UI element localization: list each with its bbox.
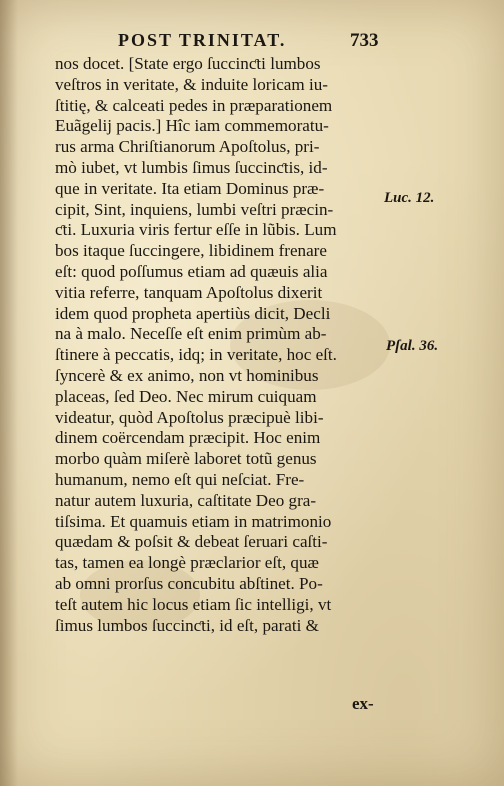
text-line: veſtros in veritate, & induite loricam iu-: [55, 74, 328, 94]
marginal-note-luke: Luc. 12.: [384, 190, 435, 206]
text-line: na à malo. Neceſſe eſt enim primùm ab-: [55, 324, 327, 344]
text-line: eſt: quod poſſumus etiam ad quæuis alia: [55, 261, 328, 281]
text-line: que in veritate. Ita etiam Dominus præ-: [55, 178, 325, 198]
text-line: ſimus lumbos ſuccinƈti, id eſt, parati &: [55, 615, 319, 635]
text-line: mò iubet, vt lumbis ſimus ſuccinƈtis, id-: [55, 157, 328, 177]
text-line: tas, tamen ea longè præclarior eſt, quæ: [55, 553, 319, 573]
text-line: bos itaque ſuccingere, libidinem frenare: [55, 241, 327, 261]
text-line: placeas, ſed Deo. Nec mirum cuiquam: [55, 386, 317, 406]
text-line: tiſsima. Et quamuis etiam in matrimonio: [55, 511, 332, 531]
text-line: rus arma Chriſtianorum Apoſtolus, pri-: [55, 137, 320, 157]
text-line: ƈti. Luxuria viris fertur eſſe in lũbis. Lum: [55, 220, 337, 240]
text-line: teſt autem hic locus etiam ſic intelligi, vt: [55, 594, 332, 614]
page-gutter-shadow: [0, 0, 18, 786]
text-line: Euãgelij pacis.] Hîc iam commemoratu-: [55, 116, 329, 136]
text-line: quædam & poſsit & debeat ſeruari caſti-: [55, 532, 328, 552]
text-line: cipit, Sint, inquiens, lumbi veſtri præcin-: [55, 199, 334, 219]
text-line: humanum, nemo eſt qui neſciat. Fre-: [55, 469, 305, 489]
text-line: videatur, quòd Apoſtolus præcipuè libi-: [55, 407, 324, 427]
text-line: ab omni prorſus concubitu abſtinet. Po-: [55, 573, 323, 593]
marginal-note-psalm: Pſal. 36.: [386, 338, 439, 354]
text-line: ſtinere à peccatis, idq; in veritate, hoc eſt.: [55, 345, 337, 365]
text-line: ſtitię, & calceati pedes in præparationem: [55, 95, 333, 115]
text-line: morbo quàm miſerè laboret totũ genus: [55, 449, 317, 469]
running-title: POST TRINITAT.: [118, 30, 287, 50]
text-line: vitia referre, tanquam Apoſtolus dixerit: [55, 282, 323, 302]
text-line: ſyncerè & ex animo, non vt hominibus: [55, 365, 319, 385]
page-number: 733: [350, 30, 379, 51]
text-line: nos docet. [State ergo ſuccinƈti lumbos: [55, 54, 321, 73]
body-text: [55, 54, 390, 636]
text-line: dinem coërcendam præcipit. Hoc enim: [55, 428, 321, 448]
text-line: idem quod propheta apertiùs dicit, Decli: [55, 303, 331, 323]
text-line: natur autem luxuria, caſtitate Deo gra-: [55, 490, 317, 510]
catchword: ex-: [352, 694, 374, 713]
